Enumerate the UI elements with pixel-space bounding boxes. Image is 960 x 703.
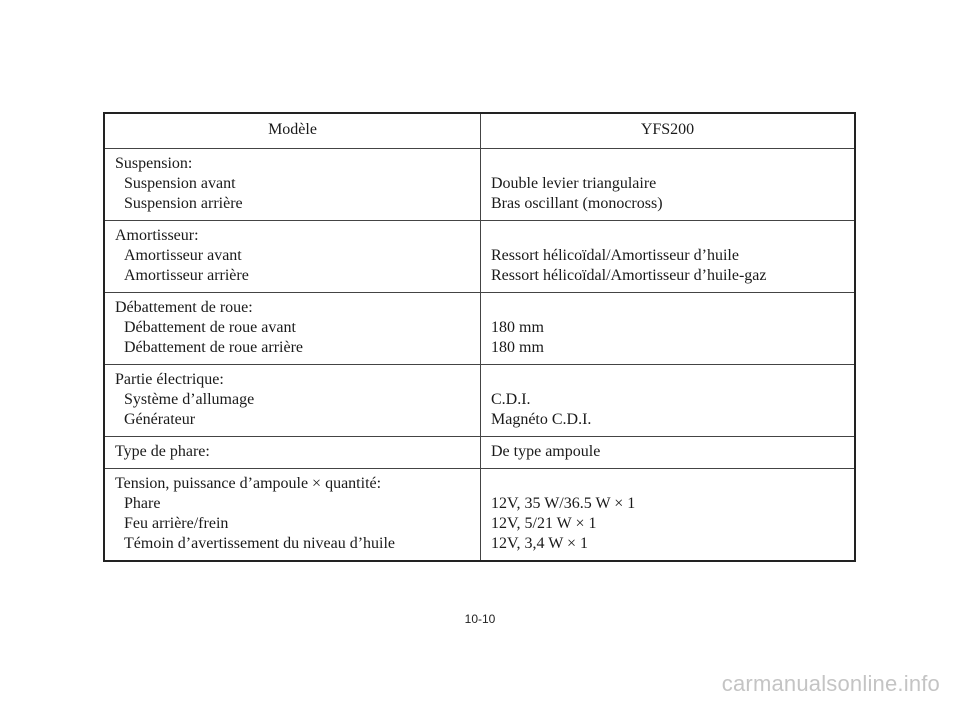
watermark: carmanualsonline.info [721,671,940,696]
section-title-value [491,370,844,390]
spec-label: Suspension avant [124,175,236,192]
row-labels [105,437,481,468]
page-number: 10-10 [464,612,496,626]
spec-label: Système d’allumage [124,391,255,408]
spec-value: 180 mm [491,319,544,336]
section-title-value [491,474,844,494]
row-values [481,365,854,436]
header-model-value: YFS200 [640,121,695,138]
row-labels [105,469,481,560]
table-body [105,149,854,560]
spec-value: 12V, 5/21 W × 1 [491,515,597,532]
table-row [105,293,854,365]
row-values [481,221,854,292]
spec-label: Suspension arrière [124,195,243,212]
table-row [105,365,854,437]
spec-value: Ressort hélicoïdal/Amortisseur d’huile [491,247,739,264]
row-values [481,469,854,560]
spec-value: Double levier triangulaire [491,175,657,192]
spec-value: Magnéto C.D.I. [491,411,592,428]
table-row [105,221,854,293]
spec-label: Témoin d’avertissement du niveau d’huile [124,535,396,552]
row-labels [105,221,481,292]
section-title: Type de phare: [115,443,210,460]
spec-label: Générateur [124,411,196,428]
table-row [105,149,854,221]
row-values [481,437,854,468]
spec-value: Bras oscillant (monocross) [491,195,663,212]
spec-value: 180 mm [491,339,544,356]
row-labels [105,365,481,436]
section-title: Débattement de roue: [115,299,253,316]
spec-label: Amortisseur avant [124,247,242,264]
spec-value: Ressort hélicoïdal/Amortisseur d’huile-gaz [491,267,767,284]
table-row [105,437,854,469]
spec-table [103,112,856,562]
spec-value: 12V, 3,4 W × 1 [491,535,589,552]
section-title-value [491,154,844,174]
spec-label: Débattement de roue avant [124,319,296,336]
spec-value: C.D.I. [491,391,531,408]
row-labels [105,293,481,364]
section-title: Suspension: [115,155,193,172]
section-title-value [491,298,844,318]
row-values [481,149,854,220]
section-title: Tension, puissance d’ampoule × quantité: [115,475,382,492]
spec-value: 12V, 35 W/36.5 W × 1 [491,495,636,512]
row-labels [105,149,481,220]
section-title: Amortisseur: [115,227,199,244]
section-title: Partie électrique: [115,371,224,388]
spec-label: Débattement de roue arrière [124,339,304,356]
header-model-label: Modèle [105,114,481,148]
spec-label: Amortisseur arrière [124,267,249,284]
table-row [105,469,854,560]
section-title-value [491,226,844,246]
row-values [481,293,854,364]
spec-label: Feu arrière/frein [124,515,229,532]
section-title-value: De type ampoule [491,443,601,460]
spec-label: Phare [124,495,161,512]
table-header-row [105,114,854,149]
